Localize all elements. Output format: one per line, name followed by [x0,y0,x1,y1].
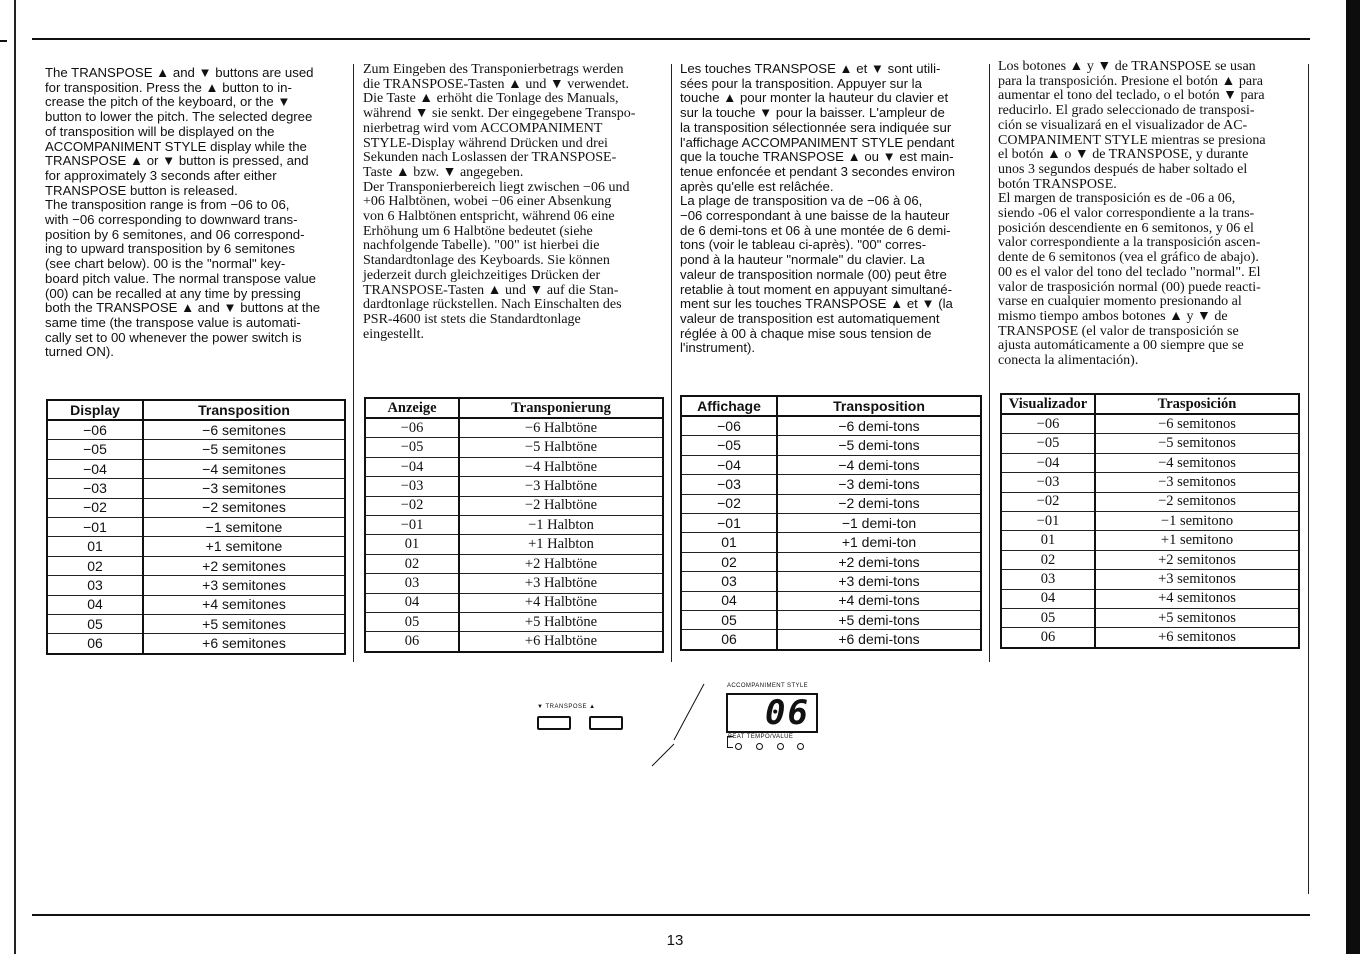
table-row [681,552,981,571]
transposition-cell: −5 semitonos [1095,434,1299,453]
beat-indicator-dot [756,743,763,750]
transposition-cell: −5 semitones [143,440,345,459]
table-row [47,517,345,536]
transposition-cell: −6 semitonos [1095,414,1299,434]
table-row [365,496,663,515]
table-row [365,554,663,573]
beat-indicator-dot [735,743,742,750]
column-divider [671,64,672,662]
transposition-cell: −5 Halbtöne [459,438,663,457]
table-header: Trasposición [1095,394,1299,414]
table-row [681,416,981,436]
transposition-cell: +1 semitone [143,537,345,556]
column-divider [353,64,354,662]
table-row [365,477,663,496]
table-row [681,436,981,455]
table-header: Transponierung [459,398,663,418]
display-value-cell: 04 [681,591,777,610]
table-row [47,479,345,498]
display-value-cell: −01 [365,515,459,534]
transposition-cell: −1 semitono [1095,511,1299,530]
table-header-row [365,398,663,418]
display-value-cell: 01 [47,537,143,556]
table-row [365,457,663,476]
transposition-cell: +5 demi-tons [777,610,981,629]
transposition-cell: +1 Halbton [459,535,663,554]
display-value-cell: 03 [681,572,777,591]
table-row [681,591,981,610]
table-header: Anzeige [365,398,459,418]
display-value-cell: −03 [47,479,143,498]
beat-indicator-dot [777,743,784,750]
transposition-cell: +5 semitonos [1095,608,1299,627]
table-row [47,634,345,654]
table-row [681,475,981,494]
transposition-cell: −5 demi-tons [777,436,981,455]
transposition-cell: −6 Halbtöne [459,418,663,438]
table-header: Transposition [143,400,345,420]
display-value-cell: −02 [1001,492,1095,511]
transposition-cell: −4 Halbtöne [459,457,663,476]
table-row [681,513,981,532]
bottom-rule [32,914,1310,916]
column-divider [1308,64,1309,894]
body-text-es: Los botones ▲ y ▼ de TRANSPOSE se usan para la transposición. Presione el botón ▲ para aumentar el tono del teclado, o el botón ▼ para reducirlo. El grado seleccionado de transposi- ción se visualizará en el visualizador de AC- COMPANIMENT STYLE mientras se presiona el botón ▲ o ▼ de TRANSPOSE, y durante unos 3 segundos después de haber soltado el botón TRANSPOSE. El margen de transposición es de -06 a 06, siendo -06 el valor correspondiente a la trans- posición descendiente en 6 semitonos, y 06 el valor correspondiente a la transposición ascen- dente de 6 semitonos (vea el gráfico de abajo). 00 es el valor del tono del teclado "normal". El valor de trasposición normal (00) puede reacti- varse en cualquier momento presionando al mismo tiempo ambos botones ▲ y ▼ de TRANSPOSE (el valor de transposición se ajusta automáticamente a 00 siempre que se conecta la alimentación). [998,59,1266,369]
display-value-cell: −04 [1001,453,1095,472]
transposition-cell: −6 semitones [143,420,345,440]
transposition-cell: −6 demi-tons [777,416,981,436]
transposition-cell: +2 demi-tons [777,552,981,571]
transposition-cell: +2 Halbtöne [459,554,663,573]
transposition-cell: +6 demi-tons [777,630,981,650]
table-header-row [47,400,345,420]
display-value-cell: 02 [47,556,143,575]
table-row [1001,434,1299,453]
transposition-cell: +6 Halbtöne [459,632,663,652]
display-value-cell: −02 [365,496,459,515]
transposition-cell: −2 semitones [143,498,345,517]
table-row [1001,550,1299,569]
transposition-cell: +2 semitonos [1095,550,1299,569]
table-row [365,515,663,534]
table-row [1001,608,1299,627]
transposition-cell: −2 Halbtöne [459,496,663,515]
transposition-cell: +6 semitonos [1095,628,1299,648]
table-row [365,535,663,554]
transposition-cell: −1 demi-ton [777,513,981,532]
beat-indicator-dot [797,743,804,750]
table-row [47,595,345,614]
transposition-cell: +2 semitones [143,556,345,575]
display-value-cell: −05 [365,438,459,457]
table-row [681,630,981,650]
table-header: Affichage [681,396,777,416]
body-text-de: Zum Eingeben des Transponierbetrags werden die TRANSPOSE-Tasten ▲ und ▼ verwendet. Die Taste ▲ erhöht die Tonlage des Manuals, während ▼ sie senkt. Der eingegebene Transpo- nierbetrag wird vom ACCOMPANIMENT STYLE-Display während Drücken und drei Sekunden nach Loslassen der TRANSPOSE- Taste ▲ bzw. ▼ angegeben. Der Transponierbereich liegt zwischen −06 und +06 Halbtönen, wobei −06 einer Absenkung von 6 Halbtönen entspricht, während 06 eine Erhöhung um 6 Halbtöne bedeutet (siehe nachfolgende Tabelle). "00" ist hierbei die Standardtonlage des Keyboards. Sie können jederzeit durch gleichzeitiges Drücken der TRANSPOSE-Tasten ▲ und ▼ auf die Stan- dardtonlage rückstellen. Nach Einschalten des PSR-4600 ist stets die Standardtonlage eingestellt. [363,62,636,342]
transposition-cell: +3 semitones [143,576,345,595]
table-row [1001,628,1299,648]
display-value-cell: 05 [681,610,777,629]
transposition-cell: −1 Halbton [459,515,663,534]
display-value-cell: −04 [47,459,143,478]
transposition-cell: +3 semitonos [1095,570,1299,589]
table-row [1001,531,1299,550]
display-value-cell: 06 [365,632,459,652]
table-row [1001,473,1299,492]
transposition-cell: +4 Halbtöne [459,593,663,612]
table-row [365,612,663,631]
display-value-cell: −04 [365,457,459,476]
display-value-cell: 01 [681,533,777,552]
table-row [365,632,663,652]
display-value-cell: −01 [1001,511,1095,530]
transposition-cell: +1 semitono [1095,531,1299,550]
transposition-cell: −3 demi-tons [777,475,981,494]
transposition-cell: +4 semitones [143,595,345,614]
display-value-cell: 05 [47,614,143,633]
transposition-table-fr [680,395,982,651]
display-value-cell: −06 [1001,414,1095,434]
table-row [47,614,345,633]
display-value-cell: −03 [1001,473,1095,492]
transposition-cell: −2 semitonos [1095,492,1299,511]
display-value-cell: −06 [47,420,143,440]
accompaniment-style-label: ACCOMPANIMENT STYLE [727,683,809,689]
transposition-cell: +1 demi-ton [777,533,981,552]
display-value-cell: 05 [1001,608,1095,627]
table-row [47,459,345,478]
transposition-cell: −3 semitonos [1095,473,1299,492]
page-edge-shadow [1346,0,1360,954]
page-number: 13 [666,932,684,949]
table-row [681,455,981,474]
table-row [681,572,981,591]
transposition-cell: +3 Halbtöne [459,574,663,593]
table-row [681,533,981,552]
top-rule [32,38,1310,40]
body-text-en: The TRANSPOSE ▲ and ▼ buttons are used for transposition. Press the ▲ button to in- crease the pitch of the keyboard, or the ▼ button to lower the pitch. The selected degree of transposition will be displayed on the ACCOMPANIMENT STYLE display while the TRANSPOSE ▲ or ▼ button is pressed, and for approximately 3 seconds after either TRANSPOSE button is released. The transposition range is from −06 to 06, with −06 corresponding to downward trans- position by 6 semitones, and 06 correspond- ing to upward transposition by 6 semitones (see chart below). 00 is the "normal" key- board pitch value. The normal transpose value (00) can be recalled at any time by pressing both the TRANSPOSE ▲ and ▼ buttons at the same time (the transpose value is automati- cally set to 00 whenever the power switch is turned ON). [45,65,321,360]
display-value-cell: −06 [365,418,459,438]
table-row [365,574,663,593]
accompaniment-style-display: 06 [726,693,818,733]
transposition-cell: −4 semitones [143,459,345,478]
transposition-table-de [364,397,664,653]
table-row [1001,492,1299,511]
transpose-up-button [589,716,623,730]
table-header: Transposition [777,396,981,416]
display-value-cell: 06 [47,634,143,654]
display-value-cell: 03 [365,574,459,593]
display-value-cell: −05 [681,436,777,455]
transposition-cell: −3 Halbtöne [459,477,663,496]
display-value-cell: 06 [1001,628,1095,648]
table-header-row [1001,394,1299,414]
display-value-cell: 02 [681,552,777,571]
display-value-cell: 04 [1001,589,1095,608]
table-row [365,438,663,457]
column-divider [989,64,990,662]
transposition-cell: −1 semitone [143,517,345,536]
transposition-cell: +3 demi-tons [777,572,981,591]
display-value-cell: −06 [681,416,777,436]
beat-tempo-label: BEAT TEMPO/VALUE [728,734,794,740]
transpose-down-button [537,716,571,730]
table-row [1001,589,1299,608]
transpose-label: ▼ TRANSPOSE ▲ [537,704,596,710]
display-value-cell: 05 [365,612,459,631]
table-row [365,593,663,612]
display-value-cell: 03 [1001,570,1095,589]
transposition-cell: +6 semitones [143,634,345,654]
display-value-cell: 03 [47,576,143,595]
table-row [365,418,663,438]
display-value-cell: −03 [681,475,777,494]
transposition-table-es [1000,393,1300,649]
display-value-cell: −01 [681,513,777,532]
transposition-cell: +4 semitonos [1095,589,1299,608]
table-row [47,556,345,575]
table-row [1001,511,1299,530]
display-value-cell: −01 [47,517,143,536]
display-value-cell: 02 [365,554,459,573]
display-value-cell: −02 [681,494,777,513]
table-row [1001,570,1299,589]
display-value-cell: 06 [681,630,777,650]
table-row [681,610,981,629]
crop-mark [0,40,7,42]
display-value-cell: −04 [681,455,777,474]
transposition-cell: +5 semitones [143,614,345,633]
table-header: Display [47,400,143,420]
transposition-table-en [46,399,346,655]
display-value-cell: −02 [47,498,143,517]
table-row [47,420,345,440]
display-value-cell: −03 [365,477,459,496]
table-row [47,576,345,595]
beat-bracket [727,736,733,748]
display-value-cell: 04 [365,593,459,612]
display-value-cell: −05 [1001,434,1095,453]
display-value-cell: 02 [1001,550,1095,569]
display-value-cell: 01 [1001,531,1095,550]
table-row [47,440,345,459]
display-value-cell: −05 [47,440,143,459]
illustration-leader-lines [640,680,720,770]
transposition-cell: +5 Halbtöne [459,612,663,631]
table-row [1001,453,1299,472]
transposition-cell: +4 demi-tons [777,591,981,610]
table-row [1001,414,1299,434]
display-value-cell: 01 [365,535,459,554]
table-row [681,494,981,513]
table-header-row [681,396,981,416]
transposition-cell: −3 semitones [143,479,345,498]
body-text-fr: Les touches TRANSPOSE ▲ et ▼ sont utili- sées pour la transposition. Appuyer sur la touche ▲ pour monter la hauteur du clavier et sur la touche ▼ pour la baisser. L'ampleur de la transposition sélectionnée sera indiquée sur l'affichage ACCOMPANIMENT STYLE pendant que la touche TRANSPOSE ▲ ou ▼ est main- tenue enfoncée et pendant 3 secondes environ après qu'elle est relâchée. La plage de transposition va de −06 à 06, −06 correspondant à une baisse de la hauteur de 6 demi-tons et 06 à une montée de 6 demi- tons (voir le tableau ci-après). "00" corres- pond à la hauteur "normale" du clavier. La valeur de transposition normale (00) peut être retablie à tout moment en appuyant simultané- ment sur les touches TRANSPOSE ▲ et ▼ (la valeur de transposition est automatiquement réglée à 00 à chaque mise sous tension de l'instrument). [680,61,955,356]
table-row [47,537,345,556]
display-value-cell: 04 [47,595,143,614]
transposition-cell: −4 semitonos [1095,453,1299,472]
table-header: Visualizador [1001,394,1095,414]
transposition-cell: −2 demi-tons [777,494,981,513]
table-row [47,498,345,517]
transposition-cell: −4 demi-tons [777,455,981,474]
page-edge-line [14,0,16,954]
